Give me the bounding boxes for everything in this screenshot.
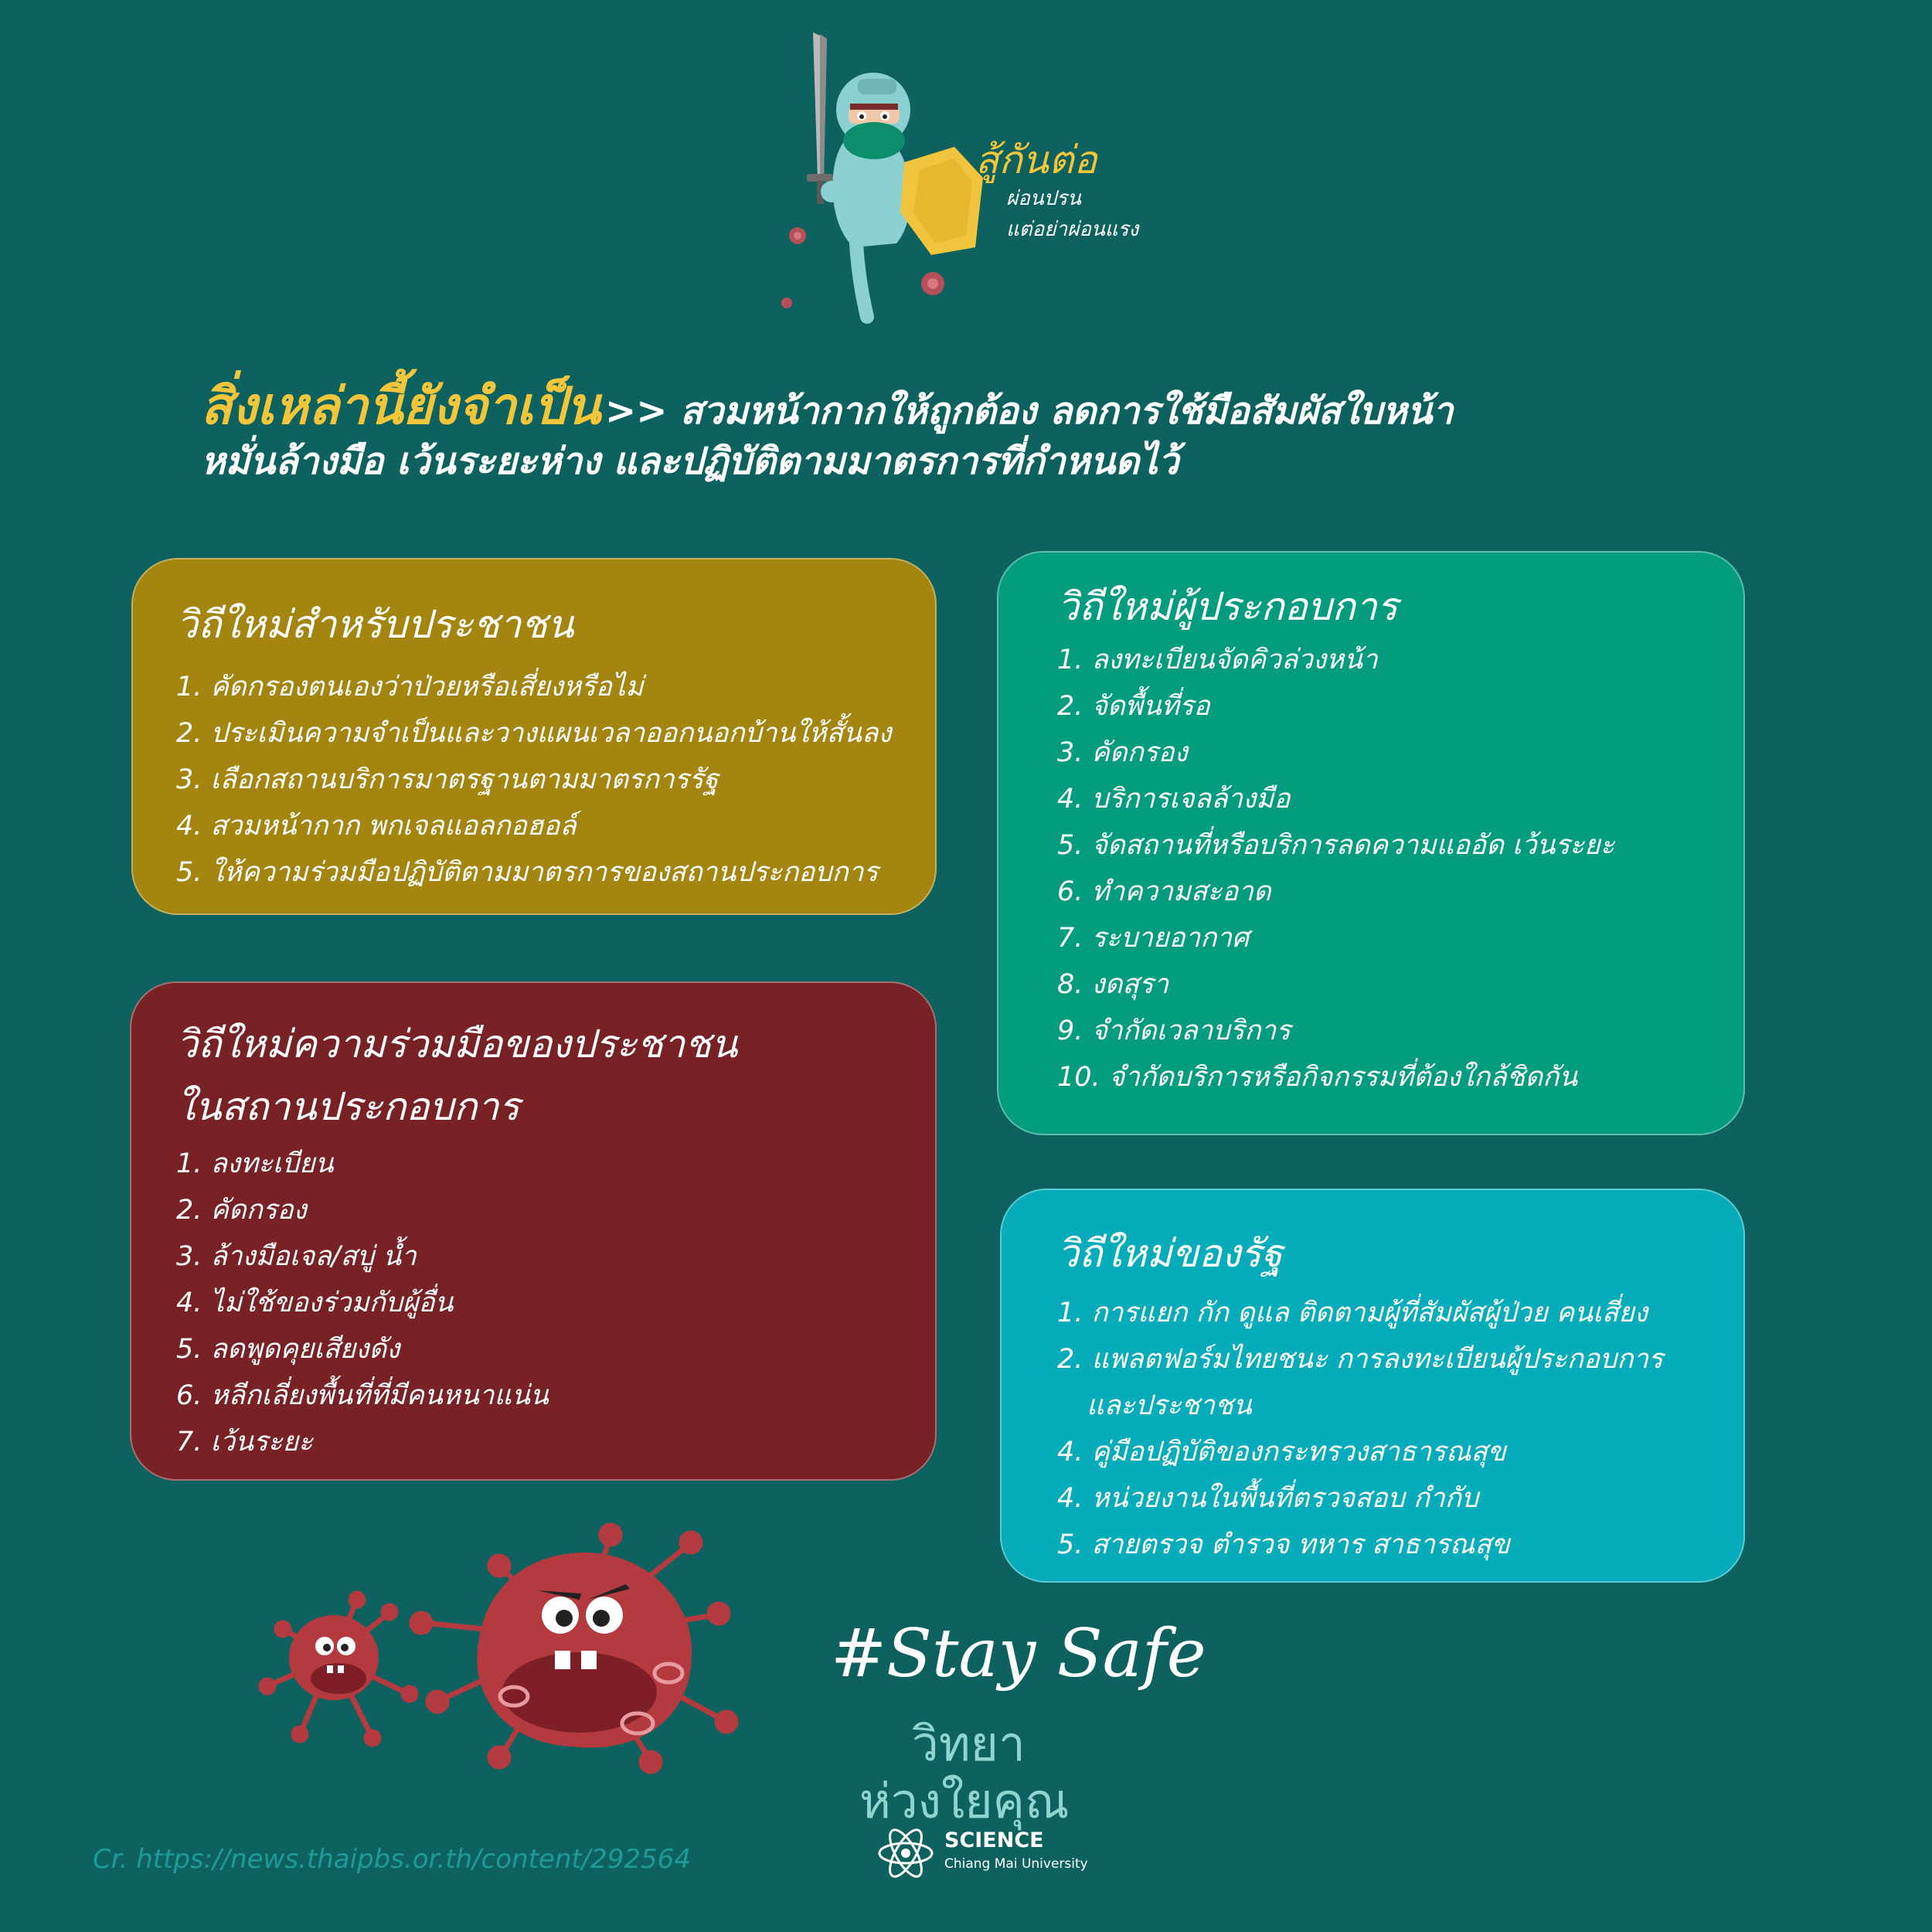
list-item: 1. ลงทะเบียน [176,1148,334,1179]
hero-subtitle-2: แต่อย่าผ่อนแรง [1006,218,1139,241]
headline [201,376,1793,485]
list-item: 2. จัดพื้นที่รอ [1057,690,1210,722]
list-item: 3. คัดกรอง [1057,736,1188,768]
hero-illustration [773,23,1159,332]
operators-new-normal-card [997,551,1745,1135]
virus-characters-icon [247,1499,773,1777]
list-item: 2. แพลตฟอร์มไทยชนะ การลงทะเบียนผู้ประกอบการ [1057,1343,1663,1375]
list-item: 1. ลงทะเบียนจัดคิวล่วงหน้า [1057,644,1378,675]
list-item-continuation: และประชาชน [1087,1389,1252,1421]
list-item: 6. ทำความสะอาด [1057,876,1271,907]
public-cooperation-card [130,981,937,1481]
list-item: 2. ประเมินความจำเป็นและวางแผนเวลาออกนอกบ้านให้สั้นลง [176,717,892,749]
public-new-normal-card [131,558,937,915]
list-item: 10. จำกัดบริการหรือกิจกรรมที่ต้องใกล้ชิดกัน [1057,1061,1578,1093]
list-item: 4. คู่มือปฏิบัติของกระทรวงสาธารณสุข [1057,1436,1506,1468]
list-item: 5. จัดสถานที่หรือบริการลดความแออัด เว้นระยะ [1057,829,1615,861]
list-item: 3. ล้างมือเจล/สบู่ น้ำ [176,1241,417,1272]
list-item: 7. เว้นระยะ [176,1427,313,1458]
list-item: 4. ไม่ใช้ของร่วมกับผู้อื่น [176,1287,454,1318]
brand-line-1: วิทยา [912,1716,1026,1772]
list-item: 5. ลดพูดคุยเสียงดัง [176,1334,400,1365]
list-item: 4. สวมหน้ากาก พกเจลแอลกอฮอล์ [176,810,577,842]
list-item: 1. การแยก กัก ดูแล ติดตามผู้ที่สัมผัสผู้ป่วย คนเสี่ยง [1057,1297,1648,1328]
list-item: 4. หน่วยงานในพื้นที่ตรวจสอบ กำกับ [1057,1482,1479,1514]
card-title: วิถีใหม่สำหรับประชาชน [176,602,574,647]
list-item: 5. ให้ความร่วมมือปฏิบัติตามมาตรการของสถานประกอบการ [176,856,879,888]
stay-safe-hashtag: #Stay Safe [831,1615,1206,1692]
source-credit: Cr. https://news.thaipbs.or.th/content/292564 [93,1844,691,1875]
card-title-line2: ในสถานประกอบการ [176,1084,520,1129]
list-item: 1. คัดกรองตนเองว่าป่วยหรือเสี่ยงหรือไม่ [176,671,644,702]
card-title: วิถีใหม่ของรัฐ [1057,1231,1283,1276]
card-title: วิถีใหม่ผู้ประกอบการ [1057,584,1398,629]
headline-line2: หมั่นล้างมือ เว้นระยะห่าง และปฏิบัติตามมาตรการที่กำหนดไว้ [201,440,1179,484]
sword-icon [807,32,833,204]
shield-icon [900,147,983,255]
faculty-name: SCIENCE [944,1828,1044,1852]
list-item: 8. งดสุรา [1057,968,1169,1000]
headline-line1: >> สวมหน้ากากให้ถูกต้อง ลดการใช้มือสัมผัสใบหน้า [604,389,1454,433]
card-title-line1: วิถีใหม่ความร่วมมือของประชาชน [176,1022,738,1066]
brand-line-2: ห่วงใยคุณ [859,1773,1070,1829]
headline-highlight: สิ่งเหล่านี้ยังจำเป็น [201,376,601,436]
hero-title: สู้กันต่อ [975,138,1097,182]
list-item: 3. เลือกสถานบริการมาตรฐานตามมาตรการรัฐ [176,764,719,795]
state-new-normal-card [1000,1189,1745,1583]
list-item: 4. บริการเจลล้างมือ [1057,783,1291,815]
list-item: 5. สายตรวจ ตำรวจ ทหาร สาธารณสุข [1057,1529,1510,1560]
list-item: 7. ระบายอากาศ [1057,922,1250,954]
list-item: 9. จำกัดเวลาบริการ [1057,1015,1291,1046]
list-item: 2. คัดกรอง [176,1195,307,1226]
atom-icon [875,1822,937,1884]
university-name: Chiang Mai University [944,1856,1088,1872]
list-item: 6. หลีกเลี่ยงพื้นที่ที่มีคนหนาแน่น [176,1380,549,1411]
hero-subtitle-1: ผ่อนปรน [1006,187,1081,210]
hero-character-icon [821,73,910,317]
